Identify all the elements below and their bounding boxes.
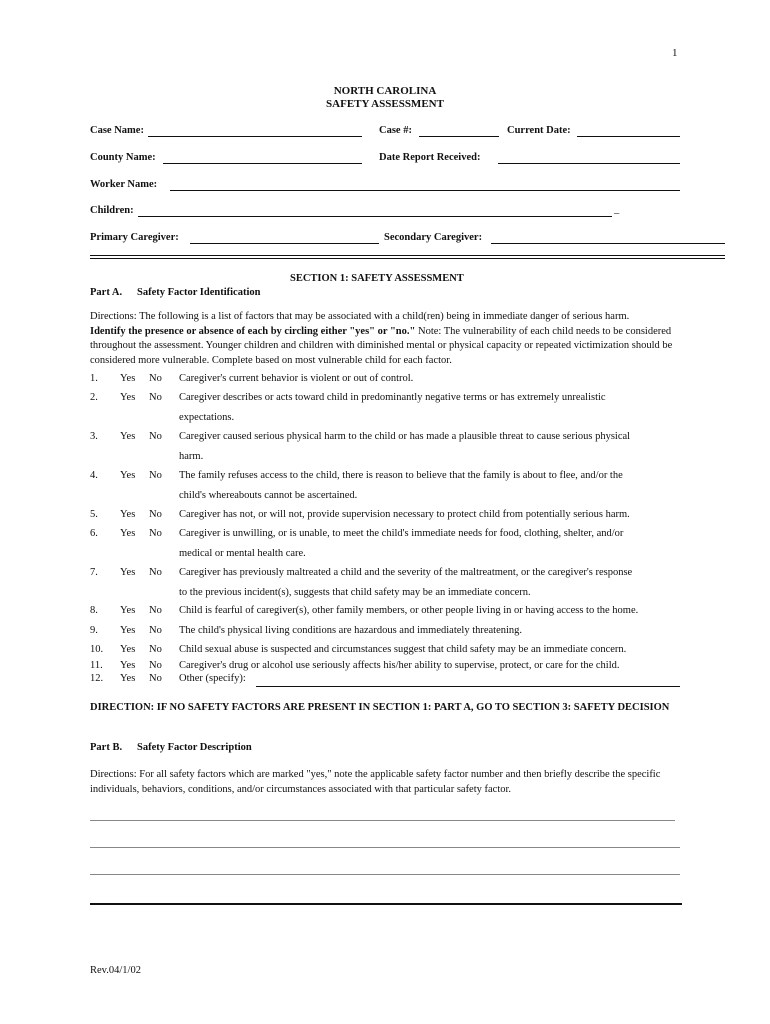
no-option[interactable]: No [149,470,162,481]
item-number: 7. [90,567,98,578]
item-text: Caregiver describes or acts toward child in predominantly negative terms or has extremely unrealistic [179,392,606,403]
item-text-continued: child's whereabouts cannot be ascertained. [179,489,358,501]
primary-caregiver-label: Primary Caregiver: [90,232,179,243]
item-text: Caregiver's drug or alcohol use seriously affects his/her ability to supervise, protect, or care for the child. [179,660,620,671]
no-option[interactable]: No [149,625,162,636]
county-name-field[interactable] [163,163,362,164]
no-option[interactable]: No [149,605,162,616]
yes-option[interactable]: Yes [120,373,136,384]
item-text: The family refuses access to the child, there is reason to believe that the family is about to flee, and/or the [179,470,623,481]
part-a-directions [90,310,690,368]
other-specify-field[interactable] [256,686,680,687]
yes-option[interactable]: Yes [120,509,136,520]
directions-note-text: Note: The vulnerability of each child needs to be considered throughout the assessment. Younger children and children with diminished mental or physical capacity or repeated victimization should be considered more vulnerable. Complete based on most vulnerable child for each factor. [90,325,673,366]
primary-caregiver-field[interactable] [190,243,379,244]
item-number: 2. [90,392,98,403]
current-date-label: Current Date: [507,125,571,136]
item-number: 11. [90,660,103,671]
item-text: Child sexual abuse is suspected and circumstances suggest that child safety may be an immediate concern. [179,644,627,655]
item-text-continued: to the previous incident(s), suggests that child safety may be an immediate concern. [179,586,531,598]
item-text: Caregiver is unwilling, or is unable, to meet the child's immediate needs for food, clothing, shelter, and/or [179,528,624,539]
item-number: 6. [90,528,98,539]
no-option[interactable]: No [149,660,162,671]
children-field[interactable] [138,216,612,217]
directions-bold-text: Identify the presence or absence of each by circling either "yes" or "no." [90,325,416,337]
current-date-field[interactable] [577,136,680,137]
item-text: Child is fearful of caregiver(s), other family members, or other people living in or having access to the home. [179,605,639,616]
item-number: 8. [90,605,98,616]
part-b-directions: Directions: For all safety factors which are marked "yes," note the applicable safety factor number and then briefly describe the specific individuals, behaviors, conditions, and/or circumstances associated with that particular safety factor. [90,769,661,795]
case-name-label: Case Name: [90,125,144,136]
no-option[interactable]: No [149,373,162,384]
item-number: 9. [90,625,98,636]
section-1-title: SECTION 1: SAFETY ASSESSMENT [290,273,464,284]
worker-name-field[interactable] [170,190,680,191]
divider-rule [90,255,725,256]
description-line[interactable] [90,847,680,848]
yes-option[interactable]: Yes [120,431,136,442]
item-text-continued: medical or mental health care. [179,547,306,559]
page-number: 1 [672,47,678,59]
item-text-continued: harm. [179,450,204,462]
no-option[interactable]: No [149,392,162,403]
item-number: 1. [90,373,98,384]
yes-option[interactable]: Yes [120,673,136,684]
secondary-caregiver-field[interactable] [491,243,725,244]
children-tail: _ [614,204,620,215]
no-option[interactable]: No [149,431,162,442]
form-title: SAFETY ASSESSMENT [326,98,444,110]
no-option[interactable]: No [149,528,162,539]
divider-rule [90,258,725,259]
item-text: Caregiver caused serious physical harm to the child or has made a plausible threat to cause serious physical [179,431,631,442]
yes-option[interactable]: Yes [120,644,136,655]
bottom-rule [90,903,682,905]
item-number: 12. [90,673,104,684]
part-b-label: Part B. [90,742,123,753]
case-number-label: Case #: [379,125,412,136]
item-text: Caregiver has previously maltreated a child and the severity of the maltreatment, or the caregiver's response [179,567,633,578]
no-option[interactable]: No [149,567,162,578]
case-name-field[interactable] [148,136,362,137]
item-number: 5. [90,509,98,520]
county-name-label: County Name: [90,152,156,163]
children-label: Children: [90,205,134,216]
description-line[interactable] [90,874,680,875]
item-text: The child's physical living conditions are hazardous and immediately threatening. [179,625,523,636]
no-option[interactable]: No [149,509,162,520]
item-text: Caregiver's current behavior is violent or out of control. [179,373,414,384]
yes-option[interactable]: Yes [120,605,136,616]
item-number: 3. [90,431,98,442]
yes-option[interactable]: Yes [120,392,136,403]
secondary-caregiver-label: Secondary Caregiver: [384,232,483,243]
yes-option[interactable]: Yes [120,528,136,539]
directions-text: Directions: The following is a list of factors that may be associated with a child(ren) being in immediate danger of serious harm. [90,311,630,322]
part-a-label: Part A. [90,287,123,298]
part-b-title: Safety Factor Description [137,742,252,753]
item-text: Other (specify): [179,673,246,684]
yes-option[interactable]: Yes [120,625,136,636]
item-text-continued: expectations. [179,411,235,423]
no-option[interactable]: No [149,644,162,655]
direction-note: DIRECTION: IF NO SAFETY FACTORS ARE PRESENT IN SECTION 1: PART A, GO TO SECTION 3: SAFETY DECISION [90,702,670,713]
description-line[interactable] [90,820,675,821]
revision-label: Rev.04/1/02 [90,965,141,976]
item-number: 10. [90,644,104,655]
case-number-field[interactable] [419,136,499,137]
no-option[interactable]: No [149,673,162,684]
yes-option[interactable]: Yes [120,470,136,481]
item-text: Caregiver has not, or will not, provide supervision necessary to protect child from potentially serious harm. [179,509,630,520]
yes-option[interactable]: Yes [120,567,136,578]
part-a-title: Safety Factor Identification [137,287,261,298]
worker-name-label: Worker Name: [90,179,158,190]
yes-option[interactable]: Yes [120,660,136,671]
date-report-field[interactable] [498,163,680,164]
form-state-title: NORTH CAROLINA [333,85,437,97]
item-number: 4. [90,470,98,481]
date-report-label: Date Report Received: [379,152,481,163]
